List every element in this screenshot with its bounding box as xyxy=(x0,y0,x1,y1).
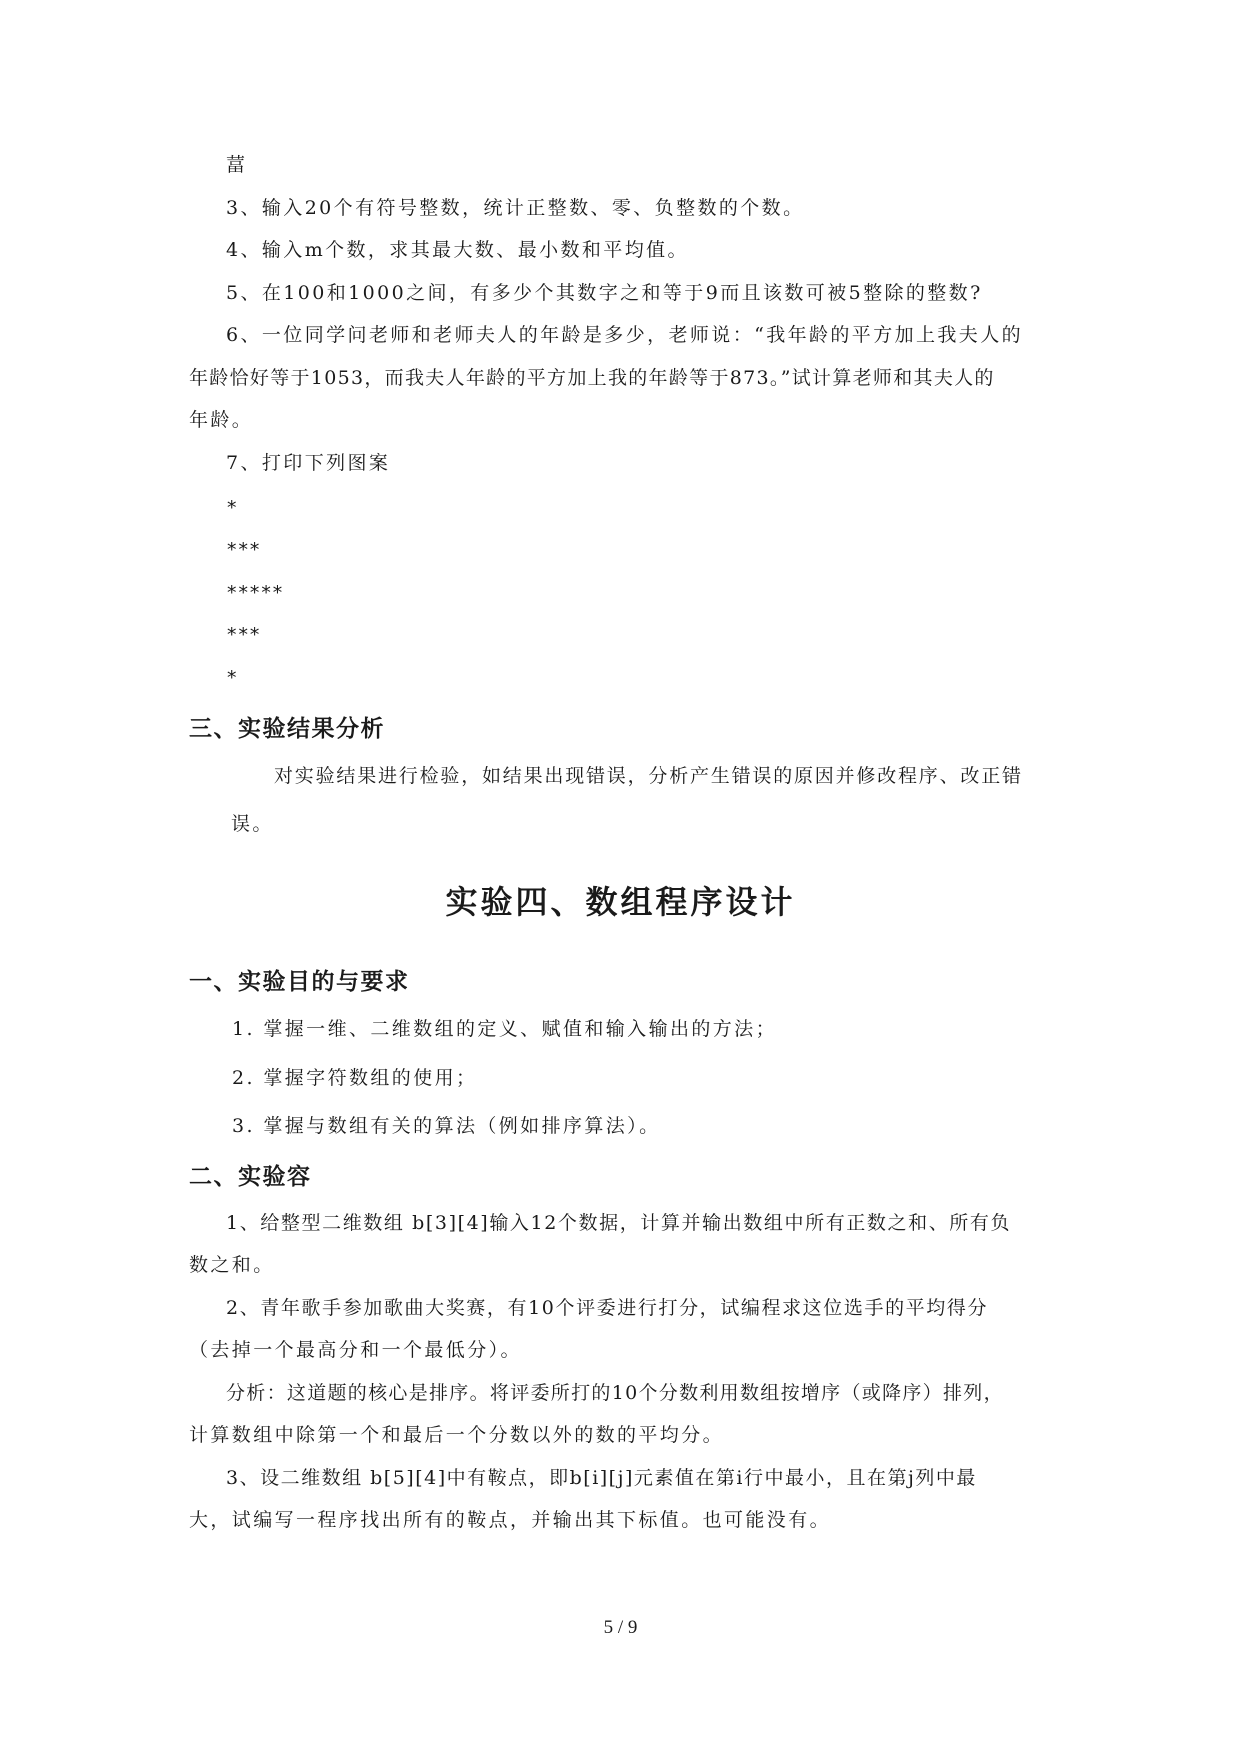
pattern-line: *** xyxy=(226,539,261,561)
section-heading: 二、实验容 xyxy=(189,1164,312,1190)
text-line: 3、设二维数组 b[5][4]中有鞍点，即b[i][j]元素值在第i行中最小，且在第j列中最 xyxy=(226,1467,977,1489)
text-line: 3、输入20个有符号整数，统计正整数、零、负整数的个数。 xyxy=(226,197,805,219)
text-line: 计算数组中除第一个和最后一个分数以外的数的平均分。 xyxy=(189,1424,725,1446)
text-line: 数之和。 xyxy=(189,1254,275,1276)
text-line: 7、打印下列图案 xyxy=(226,452,391,474)
text-line: 6、一位同学问老师和老师夫人的年龄是多少，老师说：“我年龄的平方加上我夫人的 xyxy=(226,324,1024,346)
section-heading: 一、实验目的与要求 xyxy=(189,969,410,995)
list-item: 2. 掌握字符数组的使用； xyxy=(232,1067,478,1089)
page-number: 5 / 9 xyxy=(603,1617,638,1638)
text-line: 分析：这道题的核心是排序。将评委所打的10个分数利用数组按增序（或降序）排列， xyxy=(226,1382,1004,1404)
list-item: 3. 掌握与数组有关的算法（例如排序算法）。 xyxy=(232,1115,661,1137)
pattern-line: *** xyxy=(226,624,261,646)
text-line: （去掉一个最高分和一个最低分）。 xyxy=(189,1339,522,1361)
list-item: 1. 掌握一维、二维数组的定义、赋值和输入输出的方法； xyxy=(232,1018,777,1040)
page-title: 实验四、数组程序设计 xyxy=(445,883,796,921)
text-line: 1、给整型二维数组 b[3][4]输入12个数据，计算并输出数组中所有正数之和、所有负 xyxy=(226,1212,1012,1234)
text-line: 5、在100和1000之间，有多少个其数字之和等于9而且该数可被5整除的整数? xyxy=(226,282,983,304)
section-heading: 三、实验结果分析 xyxy=(189,716,385,742)
text-line: 2、青年歌手参加歌曲大奖赛，有10个评委进行打分，试编程求这位选手的平均得分 xyxy=(226,1297,989,1319)
paragraph-line: 误。 xyxy=(231,813,274,835)
text-line: 年龄。 xyxy=(189,409,254,431)
pattern-line: * xyxy=(226,497,238,519)
text-line: 4、输入m个数，求其最大数、最小数和平均值。 xyxy=(226,239,689,261)
text-line: 葍 xyxy=(226,154,248,176)
pattern-line: * xyxy=(226,667,238,689)
text-line: 大，试编写一程序找出所有的鞍点，并输出其下标值。也可能没有。 xyxy=(189,1509,832,1531)
text-line: 年龄恰好等于1053，而我夫人年龄的平方加上我的年龄等于873。”试计算老师和其夫人的 xyxy=(189,367,995,389)
paragraph-line: 对实验结果进行检验，如结果出现错误，分析产生错误的原因并修改程序、改正错 xyxy=(274,765,1023,787)
pattern-line: ***** xyxy=(226,582,284,604)
